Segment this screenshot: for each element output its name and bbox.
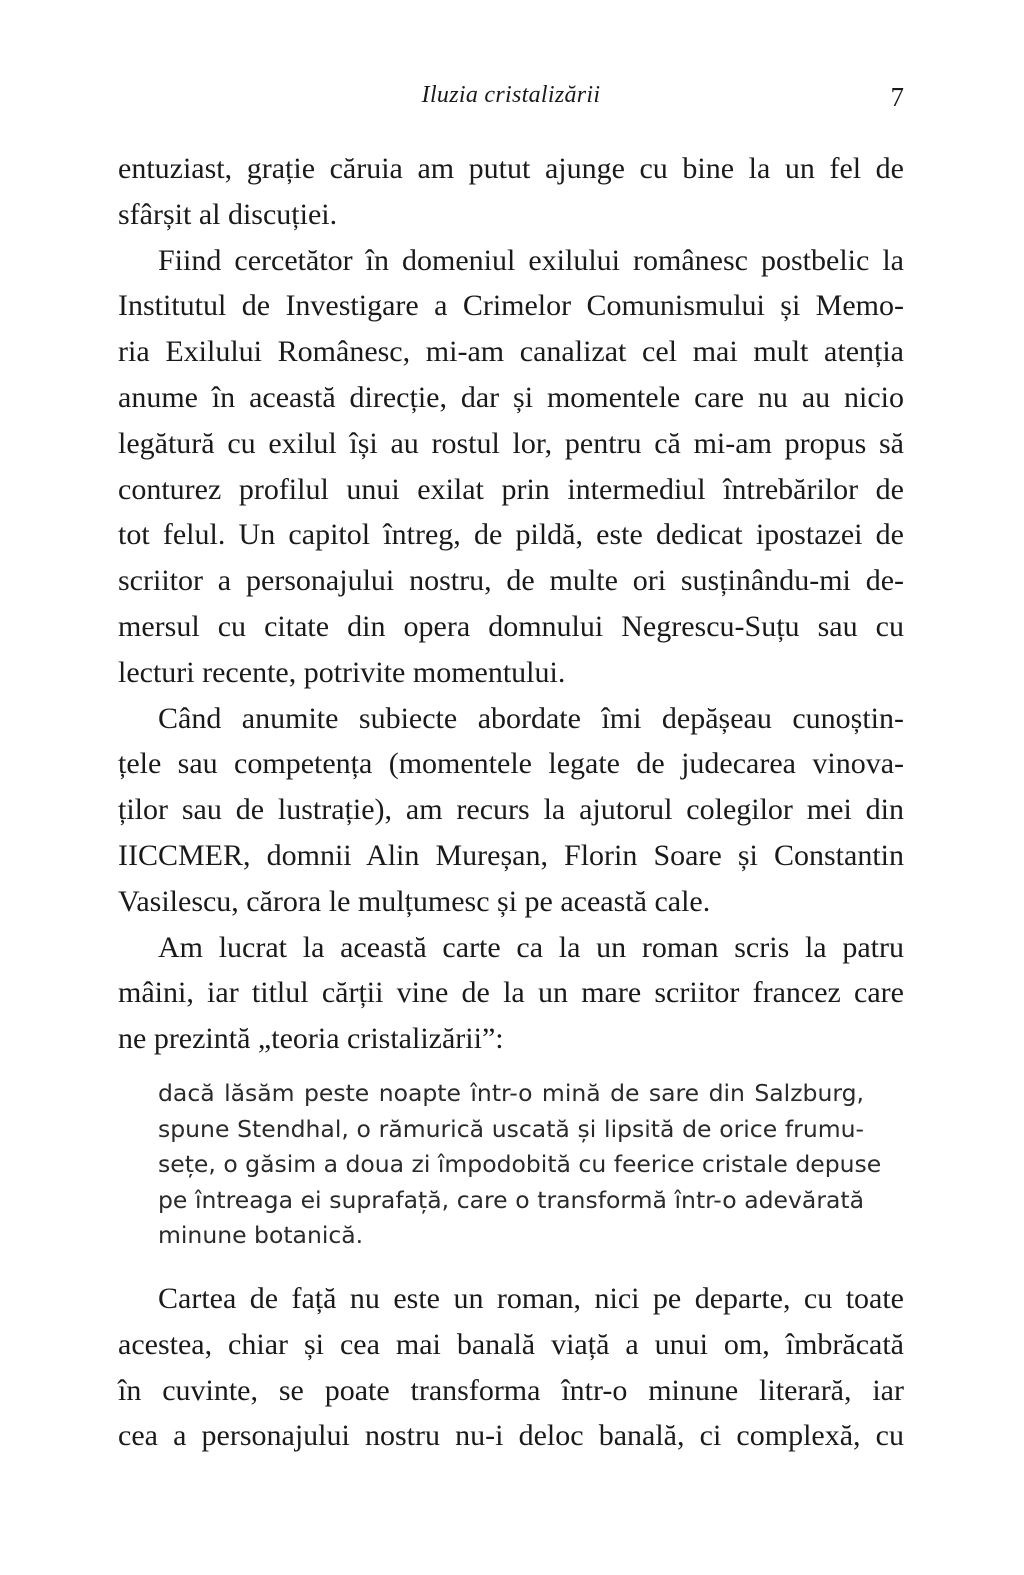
paragraph-continuation	[118, 146, 904, 238]
text-line: mâini, iar titlul cărții vine de la un mare scriitor francez care	[118, 976, 904, 1010]
page-number: 7	[890, 82, 904, 112]
text-line: mersul cu citate din opera domnului Negrescu-Suțu sau cu	[118, 609, 904, 643]
text-line: scriitor a personajului nostru, de multe ori susținându-mi de-	[118, 564, 904, 598]
text-line: sfârșit al discuției.	[118, 197, 338, 231]
text-line: anume în această direcție, dar și momentele care nu au nicio	[118, 380, 904, 414]
paragraph-acknowledgements	[118, 696, 904, 925]
quote-line: spune Stendhal, o rămurică uscată și lipsită de orice frumu-	[158, 1114, 864, 1143]
text-line: Vasilescu, cărora le mulțumesc și pe această cale.	[118, 884, 711, 918]
text-line: Cartea de față nu este un roman, nici pe departe, cu toate	[158, 1281, 904, 1315]
block-quote	[158, 1076, 882, 1254]
text-line: tot felul. Un capitol întreg, de pildă, este dedicat ipostazei de	[118, 518, 904, 552]
text-line: Institutul de Investigare a Crimelor Comunismului și Memo-	[118, 289, 904, 323]
paragraph-research	[118, 238, 904, 696]
running-title: Iluzia cristalizării	[421, 82, 601, 108]
text-line: acestea, chiar și cea mai banală viață a unui om, îmbrăcată	[118, 1327, 904, 1361]
paragraph-title-origin	[118, 925, 904, 1062]
text-line: Când anumite subiecte abordate îmi depășeau cunoștin-	[158, 701, 904, 735]
text-line: legătură cu exilul își au rostul lor, pentru că mi-am propus să	[118, 426, 904, 460]
text-line: lecturi recente, potrivite momentului.	[118, 655, 566, 689]
text-line: ților sau de lustrație), am recurs la ajutorul colegilor mei din	[118, 793, 904, 827]
text-line: ne prezintă „teoria cristalizării”:	[118, 1022, 504, 1056]
text-line: țele sau competența (momentele legate de judecarea vinova-	[118, 747, 904, 781]
text-line: în cuvinte, se poate transforma într-o minune literară, iar	[118, 1373, 904, 1407]
quote-line: dacă lăsăm peste noapte într-o mină de sare din Salzburg,	[158, 1078, 864, 1107]
quote-line: sețe, o găsim a doua zi împodobită cu feerice cristale depuse	[158, 1150, 882, 1179]
quote-line: pe întreaga ei suprafață, care o transformă într-o adevărată	[158, 1185, 864, 1214]
page-header	[118, 82, 904, 122]
paragraph-closing	[118, 1276, 904, 1459]
quote-line: minune botanică.	[158, 1221, 364, 1250]
text-line: IICCMER, domnii Alin Mureșan, Florin Soare și Constantin	[118, 838, 904, 872]
text-line: Am lucrat la această carte ca la un roman scris la patru	[158, 930, 904, 964]
text-line: entuziast, grație căruia am putut ajunge cu bine la un fel de	[118, 152, 904, 185]
text-line: ria Exilului Românesc, mi-am canalizat cel mai mult atenția	[118, 335, 904, 369]
text-line: cea a personajului nostru nu-i deloc banală, ci complexă, cu	[118, 1419, 904, 1453]
body-text	[118, 146, 904, 1459]
text-line: Fiind cercetător în domeniul exilului românesc postbelic la	[158, 243, 904, 277]
text-line: conturez profilul unui exilat prin intermediul întrebărilor de	[118, 472, 904, 506]
